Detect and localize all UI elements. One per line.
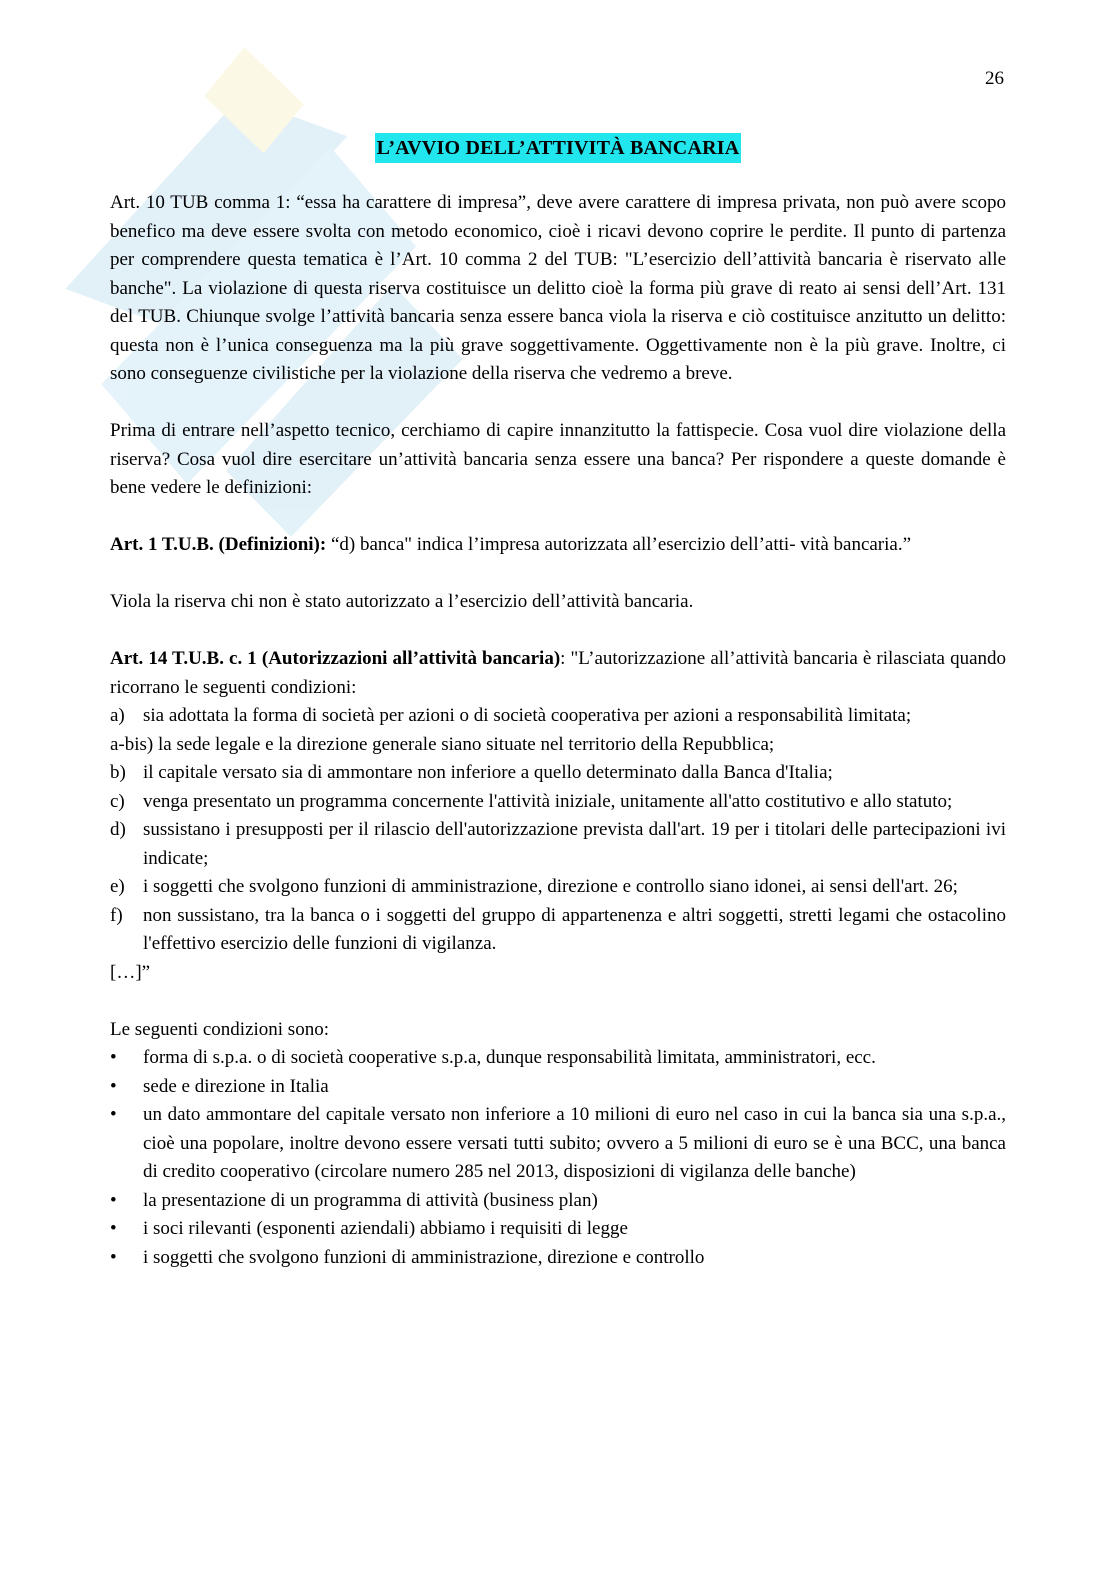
condition-text: venga presentato un programma concernente l'attività iniziale, unitamente all'atto costitutivo e allo statuto; — [143, 790, 953, 812]
paragraph-art14 — [110, 645, 1006, 702]
art14-intro: : "L’autorizzazione all’attività bancaria è rilasciata quando ricorrano le seguenti condizioni: — [110, 648, 1006, 698]
art1-heading: Art. 1 T.U.B. (Definizioni): — [110, 534, 327, 555]
condition-item — [110, 759, 1006, 788]
bullet-text: un dato ammontare del capitale versato non inferiore a 10 milioni di euro nel caso in cui la banca sia una s.p.a., cioè una popolare, inoltre devono essere versati tutti subito; ovvero a 5 milioni di euro se è una BCC, una banca di credito cooperativo (circolare numero 285 nel 2013, disposizioni di vigilanza delle banche) — [143, 1104, 1006, 1182]
condition-item — [110, 873, 1006, 902]
page-number: 26 — [985, 68, 1004, 89]
bullet-marker: • — [110, 1189, 117, 1211]
condition-item — [110, 816, 1006, 873]
condition-text: la sede legale e la direzione generale siano situate nel territorio della Repubblica; — [158, 733, 775, 755]
condition-text: il capitale versato sia di ammontare non inferiore a quello determinato dalla Banca d'Italia; — [143, 762, 833, 783]
bullet-text: sede e direzione in Italia — [143, 1075, 329, 1097]
bullet-marker: • — [110, 1047, 117, 1068]
bullet-marker: • — [110, 1246, 117, 1268]
condition-marker: c) — [110, 790, 125, 812]
bullet-text: i soci rilevanti (esponenti aziendali) abbiamo i requisiti di legge — [143, 1218, 628, 1239]
bullet-text: i soggetti che svolgono funzioni di amministrazione, direzione e controllo — [143, 1246, 705, 1268]
condition-item — [110, 788, 1006, 817]
paragraph-riserva: Viola la riserva chi non è stato autorizzato a l’esercizio dell’attività bancaria. — [110, 591, 694, 612]
bullet-marker: • — [110, 1075, 117, 1097]
condition-marker: d) — [110, 819, 126, 840]
bullet-item — [110, 1187, 1006, 1216]
condition-text: i soggetti che svolgono funzioni di amministrazione, direzione e controllo siano idonei, ai sensi dell'art. 26; — [143, 876, 958, 897]
closing-quote: […]” — [110, 961, 151, 983]
condition-marker: e) — [110, 876, 125, 897]
paragraph-conditions-intro: Le seguenti condizioni sono: — [110, 1018, 329, 1040]
condition-item — [110, 902, 1006, 959]
condition-text: sussistano i presupposti per il rilascio dell'autorizzazione prevista dall'art. 19 per i titolari delle partecipazioni ivi indicate; — [143, 819, 1006, 869]
title-wrapper — [0, 133, 1116, 164]
condition-marker: b) — [110, 762, 126, 783]
bullet-text: forma di s.p.a. o di società cooperative s.p.a, dunque responsabilità limitata, amministratori, ecc. — [143, 1047, 876, 1068]
body-text — [110, 189, 1006, 1272]
art1-definition: “d) banca" indica l’impresa autorizzata all’esercizio dell’atti- vità bancaria.” — [326, 534, 912, 555]
bullet-item — [110, 1244, 1006, 1273]
bullet-item — [110, 1073, 1006, 1102]
condition-item — [110, 702, 1006, 731]
condition-marker: a-bis) — [110, 733, 154, 755]
paragraph-art10: Art. 10 TUB comma 1: “essa ha carattere di impresa”, deve avere carattere di impresa privata, non può avere scopo benefico ma deve essere svolta con metodo economico, cioè i ricavi devono coprire le perdite. Il punto di partenza per comprendere questa tematica è l’Art. 10 comma 2 del TUB: "L’esercizio dell’attività bancaria è riservato alle banche". La violazione di questa riserva costituisce un delitto cioè la forma più grave di reato ai sensi dell’Art. 131 del TUB. Chiunque svolge l’attività bancaria senza essere banca viola la riserva e ciò costituisce anzitutto un delitto: questa non è l’unica conseguenza ma la più grave soggettivamente. Oggettivamente non è la più grave. Inoltre, ci sono conseguenze civilistiche per la violazione della riserva che vedremo a breve. — [110, 192, 1006, 384]
condition-marker: a) — [110, 705, 125, 726]
bullet-marker: • — [110, 1104, 117, 1125]
art14-heading: Art. 14 T.U.B. c. 1 (Autorizzazioni all’attività bancaria) — [110, 648, 561, 669]
paragraph-art1 — [110, 531, 1006, 560]
condition-text: non sussistano, tra la banca o i soggetti del gruppo di appartenenza e altri soggetti, stretti legami che ostacolino l'effettivo esercizio delle funzioni di vigilanza. — [143, 904, 1006, 954]
bullet-item — [110, 1215, 1006, 1244]
paragraph-violation: Prima di entrare nell’aspetto tecnico, cerchiamo di capire innanzitutto la fattispecie. Cosa vuol dire violazione della riserva? Cosa vuol dire esercitare un’attività bancaria senza essere una banca? Per rispondere a queste domande è bene vedere le definizioni: — [110, 420, 1006, 498]
bullet-item — [110, 1101, 1006, 1187]
bullet-item — [110, 1044, 1006, 1073]
section-title: L’AVVIO DELL’ATTIVITÀ BANCARIA — [375, 133, 742, 163]
bullet-text: la presentazione di un programma di attività (business plan) — [143, 1189, 598, 1211]
condition-marker: f) — [110, 904, 123, 926]
condition-item — [110, 731, 1006, 760]
condition-text: sia adottata la forma di società per azioni o di società cooperativa per azioni a responsabilità limitata; — [143, 705, 912, 726]
bullet-marker: • — [110, 1218, 117, 1239]
